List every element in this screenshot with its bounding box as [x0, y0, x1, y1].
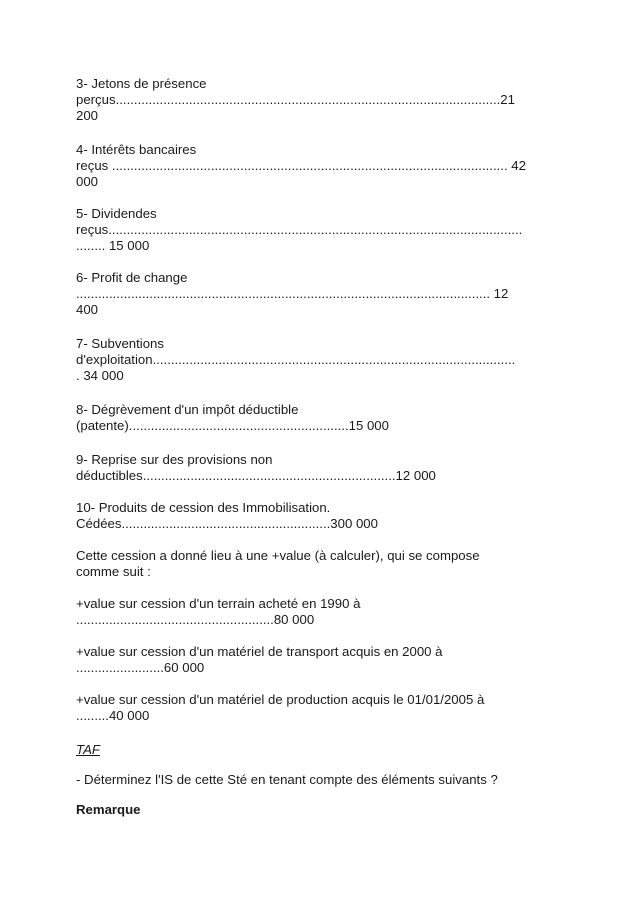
item-line: ........................60 000 — [76, 660, 205, 675]
item-line: +value sur cession d'un terrain acheté en 1990 à — [76, 596, 361, 611]
item-line: 3- Jetons de présence — [76, 76, 207, 91]
item-line: reçus ............................................................................................................ 42 — [76, 158, 526, 173]
item-line: 4- Intérêts bancaires — [76, 142, 197, 157]
item-line: 000 — [76, 174, 99, 189]
item-line: .........40 000 — [76, 708, 150, 723]
item-line: reçus................................................................................................................. — [76, 222, 523, 237]
item-line: 5- Dividendes — [76, 206, 157, 221]
item-reprise-provisions — [76, 452, 562, 484]
taf-label: TAF — [76, 742, 100, 757]
taf-heading — [76, 742, 562, 758]
item-degrevement-impot — [76, 402, 562, 434]
item-line: 400 — [76, 302, 99, 317]
item-line: 10- Produits de cession des Immobilisation. — [76, 500, 331, 515]
plus-value-materiel-transport — [76, 644, 562, 676]
item-line: déductibles.....................................................................12 000 — [76, 468, 436, 483]
cession-paragraph — [76, 548, 562, 580]
item-dividendes — [76, 206, 562, 254]
item-produits-cession — [76, 500, 562, 532]
instruction-text: - Déterminez l'IS de cette Sté en tenant compte des éléments suivants ? — [76, 772, 498, 787]
item-line: 9- Reprise sur des provisions non — [76, 452, 273, 467]
plus-value-materiel-production — [76, 692, 562, 724]
instruction — [76, 772, 562, 788]
paragraph-line: Cette cession a donné lieu à une +value (à calculer), qui se compose — [76, 548, 480, 563]
item-line: +value sur cession d'un matériel de production acquis le 01/01/2005 à — [76, 692, 485, 707]
plus-value-terrain — [76, 596, 562, 628]
item-line: perçus.........................................................................................................21 — [76, 92, 515, 107]
paragraph-line: comme suit : — [76, 564, 151, 579]
item-line: 7- Subventions — [76, 336, 164, 351]
item-interets-bancaires — [76, 142, 562, 190]
item-jetons-de-presence — [76, 76, 562, 124]
item-line: +value sur cession d'un matériel de transport acquis en 2000 à — [76, 644, 443, 659]
item-line: ........ 15 000 — [76, 238, 150, 253]
item-line: 6- Profit de change — [76, 270, 188, 285]
item-line: ................................................................................................................. 12 — [76, 286, 509, 301]
item-line: 8- Dégrèvement d'un impôt déductible — [76, 402, 299, 417]
remark-label: Remarque — [76, 802, 141, 817]
item-subventions-exploitation — [76, 336, 562, 384]
remark-heading — [76, 802, 562, 818]
item-line: 200 — [76, 108, 99, 123]
item-line: d'exploitation................................................................................................... — [76, 352, 516, 367]
item-line: Cédées.........................................................300 000 — [76, 516, 378, 531]
item-line: ......................................................80 000 — [76, 612, 315, 627]
item-profit-de-change — [76, 270, 562, 318]
item-line: . 34 000 — [76, 368, 124, 383]
item-line: (patente)............................................................15 000 — [76, 418, 389, 433]
